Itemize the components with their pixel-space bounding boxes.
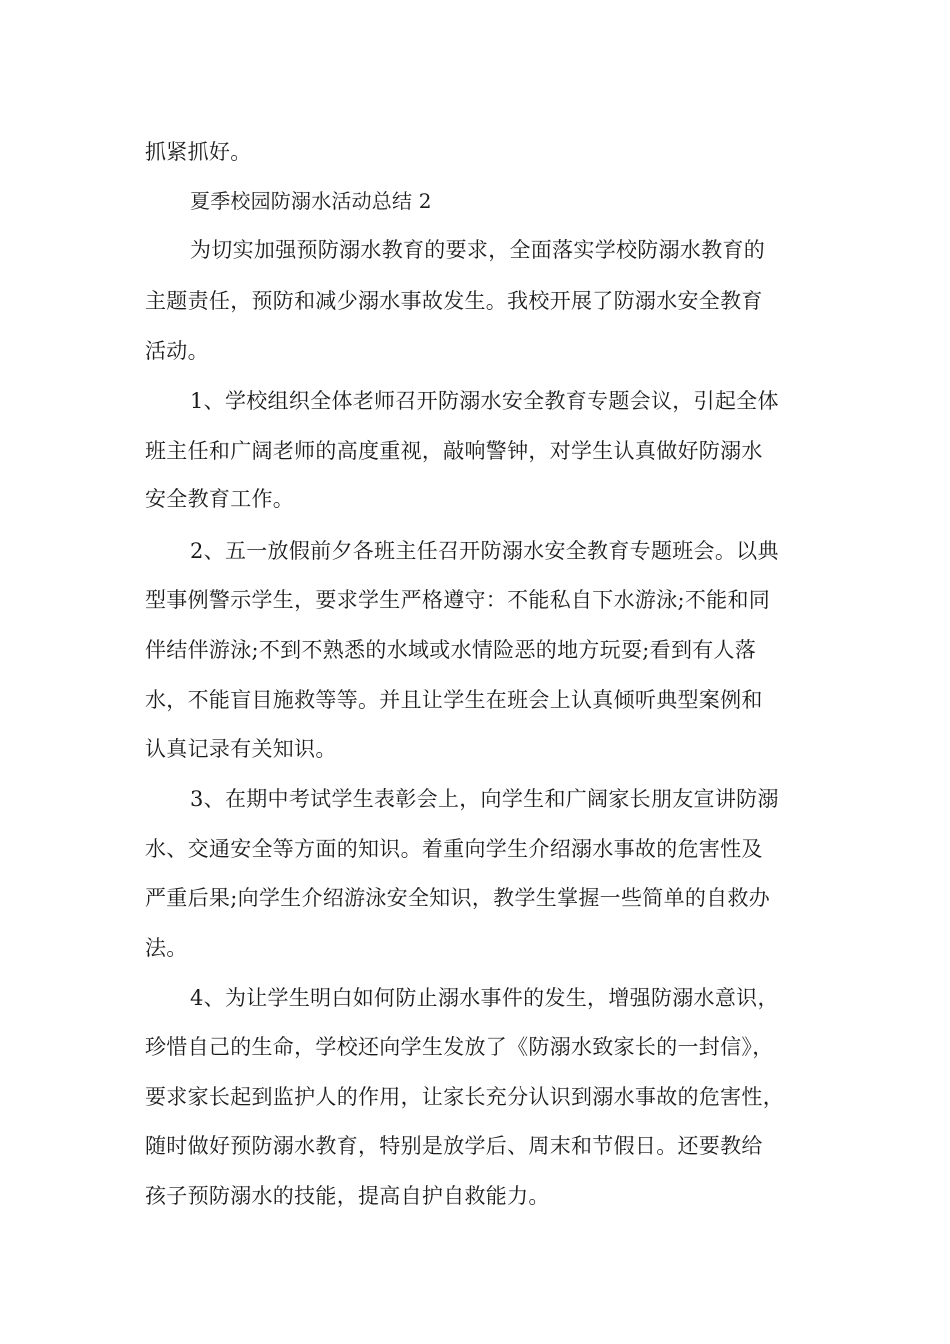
paragraph-line: 认真记录有关知识。 (145, 737, 337, 761)
paragraph-line: 班主任和广阔老师的高度重视，敲响警钟，对学生认真做好防溺水 (145, 439, 763, 463)
paragraph-line: 珍惜自己的生命，学校还向学生发放了《防溺水致家长的一封信》， (145, 1035, 774, 1059)
paragraph-line: 为切实加强预防溺水教育的要求，全面落实学校防溺水教育的 (190, 238, 766, 262)
text-line: 抓紧抓好。 (145, 140, 252, 164)
paragraph-line: 孩子预防溺水的技能，提高自护自救能力。 (145, 1184, 550, 1208)
paragraph-line: 要求家长起到监护人的作用，让家长充分认识到溺水事故的危害性， (145, 1085, 784, 1109)
paragraph-line: 水、交通安全等方面的知识。着重向学生介绍溺水事故的危害性及 (145, 837, 763, 861)
paragraph-line: 4、为让学生明白如何防止溺水事件的发生，增强防溺水意识， (190, 986, 779, 1010)
paragraph-line: 2、五一放假前夕各班主任召开防溺水安全教育专题班会。以典 (190, 539, 779, 563)
paragraph-line: 型事例警示学生，要求学生严格遵守：不能私自下水游泳;不能和同 (145, 588, 771, 612)
paragraph-line: 法。 (145, 936, 188, 960)
paragraph-line: 随时做好预防溺水教育，特别是放学后、周末和节假日。还要教给 (145, 1134, 763, 1158)
paragraph-line: 安全教育工作。 (145, 487, 295, 511)
paragraph-line: 严重后果;向学生介绍游泳安全知识，教学生掌握一些简单的自救办 (145, 886, 771, 910)
paragraph-line: 3、在期中考试学生表彰会上，向学生和广阔家长朋友宣讲防溺 (190, 787, 779, 811)
paragraph-line: 伴结伴游泳;不到不熟悉的水域或水情险恶的地方玩耍;看到有人落 (145, 638, 757, 662)
paragraph-line: 水，不能盲目施救等等。并且让学生在班会上认真倾听典型案例和 (145, 688, 763, 712)
paragraph-line: 主题责任，预防和减少溺水事故发生。我校开展了防溺水安全教育 (145, 289, 763, 313)
paragraph-line: 1、学校组织全体老师召开防溺水安全教育专题会议，引起全体 (190, 389, 779, 413)
paragraph-line: 活动。 (145, 339, 209, 363)
section-heading: 夏季校园防溺水活动总结 2 (190, 189, 432, 213)
